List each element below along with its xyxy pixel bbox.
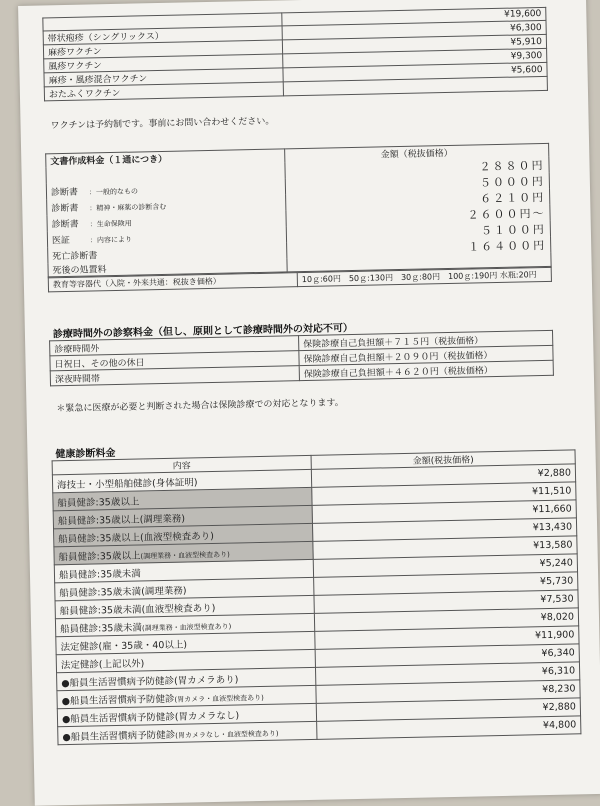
overtime-name: 深夜時間帯 [50,366,299,386]
checkup-price: ¥11,660 [312,500,576,524]
checkup-price: ¥8,020 [314,608,578,632]
checkup-name: 船員健診:35歳未満(調理業務) [59,585,186,599]
document-price: １６４００円 [287,237,551,259]
checkup-price: ¥13,580 [313,536,577,560]
document-price: ２８８０円 [285,157,549,179]
document-name: 死後の処置料 [53,265,107,276]
column-header-price: 金額(税抜価格) [311,450,575,470]
document-price: ２６００円～ [286,205,550,227]
document-name: 診断書 [51,184,89,198]
vaccine-note: ワクチンは予約制です。事前にお問い合わせください。 [50,114,274,132]
checkup-fee-table [52,449,582,745]
checkup-price: ¥2,880 [311,464,575,488]
checkup-name: 船員健診:35歳以上 [59,550,141,563]
document-name: 医証 [52,232,90,246]
checkup-price: ¥13,430 [312,518,576,542]
document-name: 診断書 [51,200,89,214]
checkup-detail: (胃カメラ・血液型検査あり) [174,693,264,703]
checkup-price: ¥4,800 [317,716,581,740]
checkup-name: 船員健診:35歳以上(調理業務) [58,513,185,527]
checkup-name: ●船員生活習慣病予防健診(胃カメラなし) [62,710,239,725]
checkup-price: ¥7,530 [314,590,578,614]
checkup-price: ¥6,310 [315,662,579,686]
overtime-price: 保険診療自己負担額＋４６２０円（税抜価格） [299,360,553,380]
checkup-name: 海技士・小型船舶健診(身体証明) [57,477,198,491]
overtime-name: 日祝日、その他の休日 [50,351,299,371]
checkup-price: ¥5,240 [313,554,577,578]
checkup-name: 船員健診:35歳未満 [59,568,141,581]
document-name [51,177,89,178]
checkup-name: ●船員生活習慣病予防健診 [62,729,175,742]
document-fee-table [45,143,551,278]
document-detail: ：精神・麻薬の診断含む [89,202,166,212]
price-list-sheet [18,0,600,806]
overtime-name: 診療時間外 [50,336,299,356]
checkup-price: ¥2,880 [316,698,580,722]
checkup-name: 法定健診(上記以外) [61,658,145,671]
document-detail: ：一般的なもの [89,187,138,196]
checkup-name: 船員健診:35歳未満 [60,622,142,635]
overtime-title: 診療時間外の診察料金（但し、原則として診療時間外の対応不可） [53,319,353,340]
overtime-price: 保険診療自己負担額＋７１５円（税抜価格） [299,330,553,350]
checkup-price: ¥11,900 [315,626,579,650]
checkup-detail: (調理業務・血液型検査あり) [142,622,232,632]
checkup-name: 船員健診:35歳以上 [57,496,139,509]
checkup-name: ●船員生活習慣病予防健診(胃カメラあり) [61,674,238,689]
document-price: ５０００円 [285,173,549,195]
document-price-header: 金額（税抜価格） [285,143,549,162]
checkup-name: 船員健診:35歳未満(血液型検査あり) [60,602,216,616]
vaccine-price: ¥5,600 [283,62,547,82]
vaccine-price: ¥5,910 [282,34,546,54]
overtime-fee-table [49,330,554,387]
checkup-price: ¥8,230 [316,680,580,704]
container-fee-value: 10ｇ:60円 50ｇ:130円 30ｇ:80円 100ｇ:190円 水瓶:20円 [297,267,551,286]
overtime-note: ＊緊急に医療が必要と判断された場合は保険診療での対応となります。 [56,395,344,414]
document-name: 死亡診断書 [52,251,97,262]
vaccine-price: ¥19,600 [282,7,546,26]
checkup-detail: (胃カメラなし・血液型検査あり) [175,729,279,739]
checkup-title: 健康診断料金 [55,444,115,460]
vaccine-name: 帯状疱疹（シングリックス） [43,26,282,45]
vaccine-name: 麻疹ワクチン [43,40,282,59]
document-price: ５１００円 [286,221,550,243]
checkup-price: ¥11,510 [312,482,576,506]
checkup-name: 法定健診(雇・35歳・40以上) [60,639,187,653]
checkup-detail: (調理業務・血液型検査あり) [140,550,230,560]
document-price: ６２１０円 [286,189,550,211]
vaccine-name: おたふくワクチン [44,82,283,101]
checkup-name: 船員健診:35歳以上(血液型検査あり) [58,530,214,544]
overtime-price: 保険診療自己負担額＋２０９０円（税抜価格） [299,345,553,365]
checkup-price: ¥6,340 [315,644,579,668]
document-detail: ：生命保険用 [90,219,132,228]
document-name: 診断書 [51,216,89,230]
checkup-name: ●船員生活習慣病予防健診 [62,693,175,706]
document-fee-title: 文書作成料金（１通につき） [46,149,285,168]
vaccine-name: 風疹ワクチン [44,54,283,73]
vaccine-table [42,7,548,102]
vaccine-price: ¥6,300 [282,20,546,40]
container-fee-label: 教育等容器代（入院・外来共通：税抜き価格） [48,273,297,292]
vaccine-name: 麻疹・風疹混合ワクチン [44,68,283,87]
document-detail: ：内容により [90,235,132,244]
column-header-content: 内容 [52,455,311,474]
checkup-price: ¥5,730 [314,572,578,596]
vaccine-price: ¥9,300 [283,48,547,68]
